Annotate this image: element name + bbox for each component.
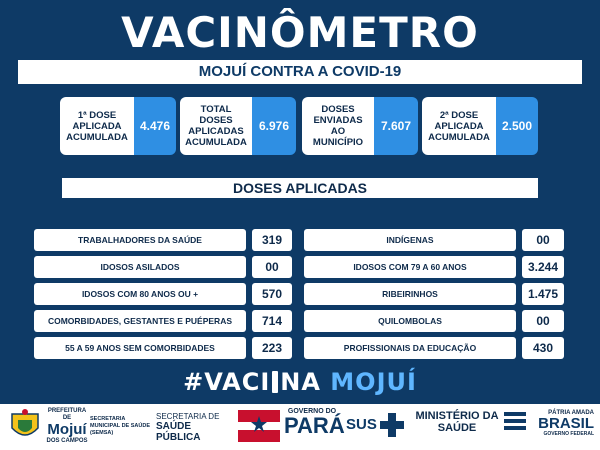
dose-row [34,337,292,359]
dose-row [34,229,292,251]
dose-row-value: 714 [252,310,292,332]
ministerio-line2: SAÚDE [437,422,477,434]
secretaria-text [156,412,236,443]
dose-row-label: IDOSOS COM 79 A 60 ANOS [304,256,516,278]
dose-row-label: QUILOMBOLAS [304,310,516,332]
secretaria-line1: SECRETARIA DE [156,412,220,421]
dose-row [34,283,292,305]
prefeitura-text [46,408,88,445]
campaign-hashtag [0,368,600,396]
secretaria-line2: SAÚDE PÚBLICA [156,421,201,443]
prefeitura-line2: DOS CAMPOS [46,438,88,444]
governo-para-text [284,408,345,438]
dose-row-value: 223 [252,337,292,359]
syringe-icon [272,371,278,393]
dose-row [34,256,292,278]
stat-value: 2.500 [496,97,538,155]
ministerio-line1: MINISTÉRIO DA [415,410,499,422]
prefeitura-logo [8,408,42,449]
dose-row [304,229,564,251]
para-flag-icon [238,410,280,447]
dose-row-value: 00 [522,229,564,251]
dose-row-label: RIBEIRINHOS [304,283,516,305]
dose-row [304,337,564,359]
dose-row [304,310,564,332]
dose-row-label: PROFISSIONAIS DA EDUCAÇÃO [304,337,516,359]
page-title: VACINÔMETRO [121,8,479,57]
dose-row-value: 430 [522,337,564,359]
stat-label: DOSES ENVIADAS AO MUNICÍPIO [302,97,374,155]
dose-row-label: TRABALHADORES DA SAÚDE [34,229,246,251]
governo-line1: GOVERNO DO [287,408,337,415]
dose-row-label: IDOSOS ASILADOS [34,256,246,278]
dose-row [304,283,564,305]
brasil-word: BRASIL [538,415,594,432]
governo-federal-text: GOVERNO FEDERAL [543,431,594,437]
stat-value: 6.976 [252,97,296,155]
dose-row-value: 570 [252,283,292,305]
dose-row-value: 3.244 [522,256,564,278]
prefeitura-line1: PREFEITURA DE [47,408,87,421]
dose-row-value: 00 [252,256,292,278]
subtitle-banner: MOJUÍ CONTRA A COVID-19 [18,60,582,84]
patria-text: PÁTRIA AMADA [548,410,594,416]
stat-first-dose [60,97,176,155]
hashtag-part: NA [280,368,321,396]
governo-line2: PARÁ [284,413,345,438]
stat-value: 7.607 [374,97,418,155]
stat-second-dose [422,97,538,155]
stat-total-doses [180,97,296,155]
stat-label: 2ª DOSE APLICADA ACUMULADA [422,97,496,155]
dose-row [304,256,564,278]
dose-row-value: 319 [252,229,292,251]
dose-row-label: 55 A 59 ANOS SEM COMORBIDADES [34,337,246,359]
semsa-text: SECRETARIA MUNICIPAL DE SAÚDE (SEMSA) [90,416,150,436]
dose-row [34,310,292,332]
stat-label: 1ª DOSE APLICADA ACUMULADA [60,97,134,155]
sus-cross-icon [380,412,404,443]
ministerio-text [412,410,502,434]
dose-row-value: 00 [522,310,564,332]
dose-row-value: 1.475 [522,283,564,305]
brasil-text [528,410,594,437]
hashtag-part: MOJUÍ [320,368,417,396]
hashtag-part: #VACI [183,368,271,396]
brasil-stripes-icon [504,410,526,439]
sus-text: SUS [346,416,377,433]
dose-row-label: COMORBIDADES, GESTANTES E PUÉPERAS [34,310,246,332]
coat-of-arms-icon [8,408,42,444]
stat-value: 4.476 [134,97,176,155]
dose-row-label: INDÍGENAS [304,229,516,251]
footer-logos [0,404,600,450]
prefeitura-name: Mojuí [47,421,87,438]
stat-label: TOTAL DOSES APLICADAS ACUMULADA [180,97,252,155]
section-title: DOSES APLICADAS [62,178,538,198]
dose-row-label: IDOSOS COM 80 ANOS OU + [34,283,246,305]
stat-doses-sent [302,97,418,155]
